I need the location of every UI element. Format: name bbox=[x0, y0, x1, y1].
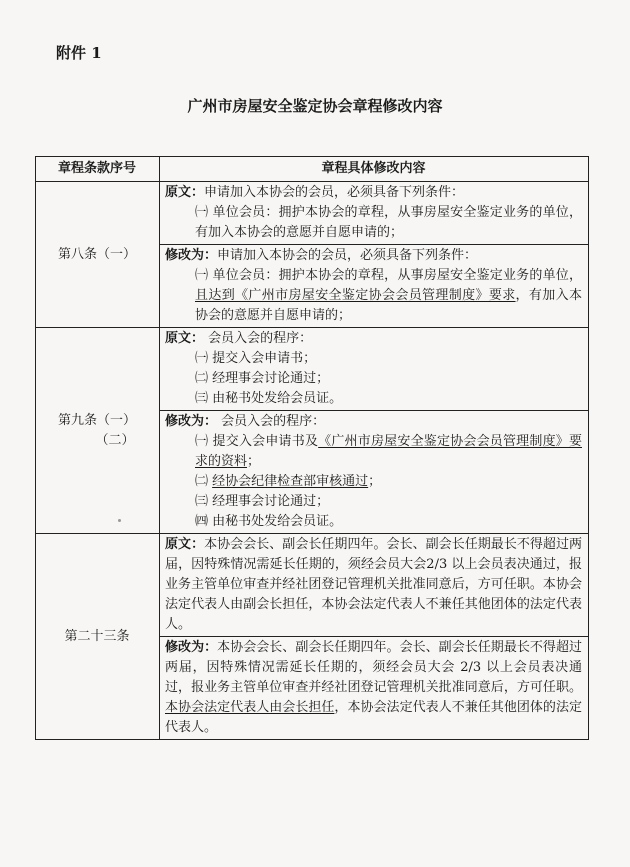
article-8-original-intro: 申请加入本协会的会员，必须具备下列条件： bbox=[204, 185, 465, 200]
article-23-revised bbox=[160, 637, 589, 740]
article-23-revised-text: 本协会会长、副会长任期四年。会长、副会长任期最长不得超过两届，因特殊情况需延长任期的，须经会员大会 2/3 以上会员表决通过，报业务主管单位审查并经社团登记管理机关批准同意后，方可任职。 bbox=[165, 640, 582, 695]
article-9-item1-text: ㈠ 提交入会申请书及 bbox=[195, 434, 319, 449]
original-label: 原文： bbox=[165, 537, 205, 552]
article-23-original bbox=[160, 534, 589, 637]
amendment-table bbox=[35, 156, 589, 740]
article-9-original-intro: 会员入会的程序： bbox=[204, 331, 313, 346]
original-label: 原文： bbox=[165, 185, 205, 200]
list-item bbox=[165, 432, 582, 472]
article-9-label-line1: 第九条（一） bbox=[57, 412, 136, 428]
list-item: ㈢ 由秘书处发给会员证。 bbox=[195, 391, 343, 406]
article-8-cell bbox=[36, 182, 160, 328]
table-row bbox=[36, 328, 589, 411]
article-9-item2-underlined: 经协会纪律检查部审核通过 bbox=[212, 474, 369, 489]
header-amendment-content: 章程具体修改内容 bbox=[160, 157, 589, 182]
scan-speck bbox=[118, 519, 121, 522]
article-9-item1-underlined: 《广州市房屋安全鉴定协会会员管理制度》要求的资料 bbox=[195, 434, 582, 469]
table-header-row bbox=[36, 157, 589, 182]
article-8-revised bbox=[160, 245, 589, 328]
table-row bbox=[36, 534, 589, 637]
attachment-label: 附件 1 bbox=[56, 44, 102, 62]
list-item: ㈢ 经理事会讨论通过； bbox=[195, 494, 330, 509]
article-8-revised-underlined: 且达到《广州市房屋安全鉴定协会会员管理制度》要求 bbox=[195, 288, 516, 303]
article-23-label: 第二十三条 bbox=[64, 628, 130, 644]
article-9-cell bbox=[36, 328, 160, 534]
article-9-item1-end: ； bbox=[247, 454, 261, 469]
list-item: ㈡ 经理事会讨论通过； bbox=[195, 371, 330, 386]
article-8-revised-body-end: ，有加入本协会的意愿并自愿申请的； bbox=[195, 288, 582, 323]
revised-label: 修改为： bbox=[165, 414, 218, 429]
article-23-revised-end: ，本协会法定代表人不兼任其他团体的法定代表人。 bbox=[165, 700, 582, 735]
table-row bbox=[36, 182, 589, 245]
header-article-number: 章程条款序号 bbox=[36, 157, 160, 182]
article-9-revised bbox=[160, 411, 589, 534]
article-9-original bbox=[160, 328, 589, 411]
article-8-original-body: ㈠ 单位会员：拥护本协会的章程，从事房屋安全鉴定业务的单位，有加入本协会的意愿并自愿申请的； bbox=[195, 205, 582, 240]
article-8-original bbox=[160, 182, 589, 245]
list-item: ㈠ 提交入会申请书； bbox=[195, 351, 317, 366]
article-23-cell bbox=[36, 534, 160, 740]
article-23-original-text: 本协会会长、副会长任期四年。会长、副会长任期最长不得超过两届，因特殊情况需延长任期的，须经会员大会2/3 以上会员表决通过，报业务主管单位审查并经社团登记管理机关批准同意后，方可任职。本协会法定代表人由副会长担任，本协会法定代表人不兼任其他团体的法定代表人。 bbox=[165, 537, 582, 632]
article-9-label-line2: （二） bbox=[95, 432, 135, 448]
article-8-revised-body-text: ㈠ 单位会员：拥护本协会的章程，从事房屋安全鉴定业务的单位， bbox=[195, 268, 582, 283]
revised-label: 修改为： bbox=[165, 248, 218, 263]
article-8-revised-intro: 申请加入本协会的会员，必须具备下列条件： bbox=[217, 248, 478, 263]
article-9-item2-end: ； bbox=[368, 474, 382, 489]
list-item: ㈣ 由秘书处发给会员证。 bbox=[195, 514, 343, 529]
article-9-revised-intro: 会员入会的程序： bbox=[217, 414, 326, 429]
document-title: 广州市房屋安全鉴定协会章程修改内容 bbox=[187, 97, 443, 115]
original-label: 原文： bbox=[165, 331, 205, 346]
list-item bbox=[165, 472, 582, 492]
article-9-item2-number: ㈡ bbox=[195, 474, 213, 489]
revised-label: 修改为： bbox=[165, 640, 218, 655]
article-8-label: 第八条（一） bbox=[57, 246, 136, 262]
article-8-revised-body bbox=[165, 266, 582, 326]
article-23-revised-underlined: 本协会法定代表人由会长担任 bbox=[165, 700, 335, 715]
